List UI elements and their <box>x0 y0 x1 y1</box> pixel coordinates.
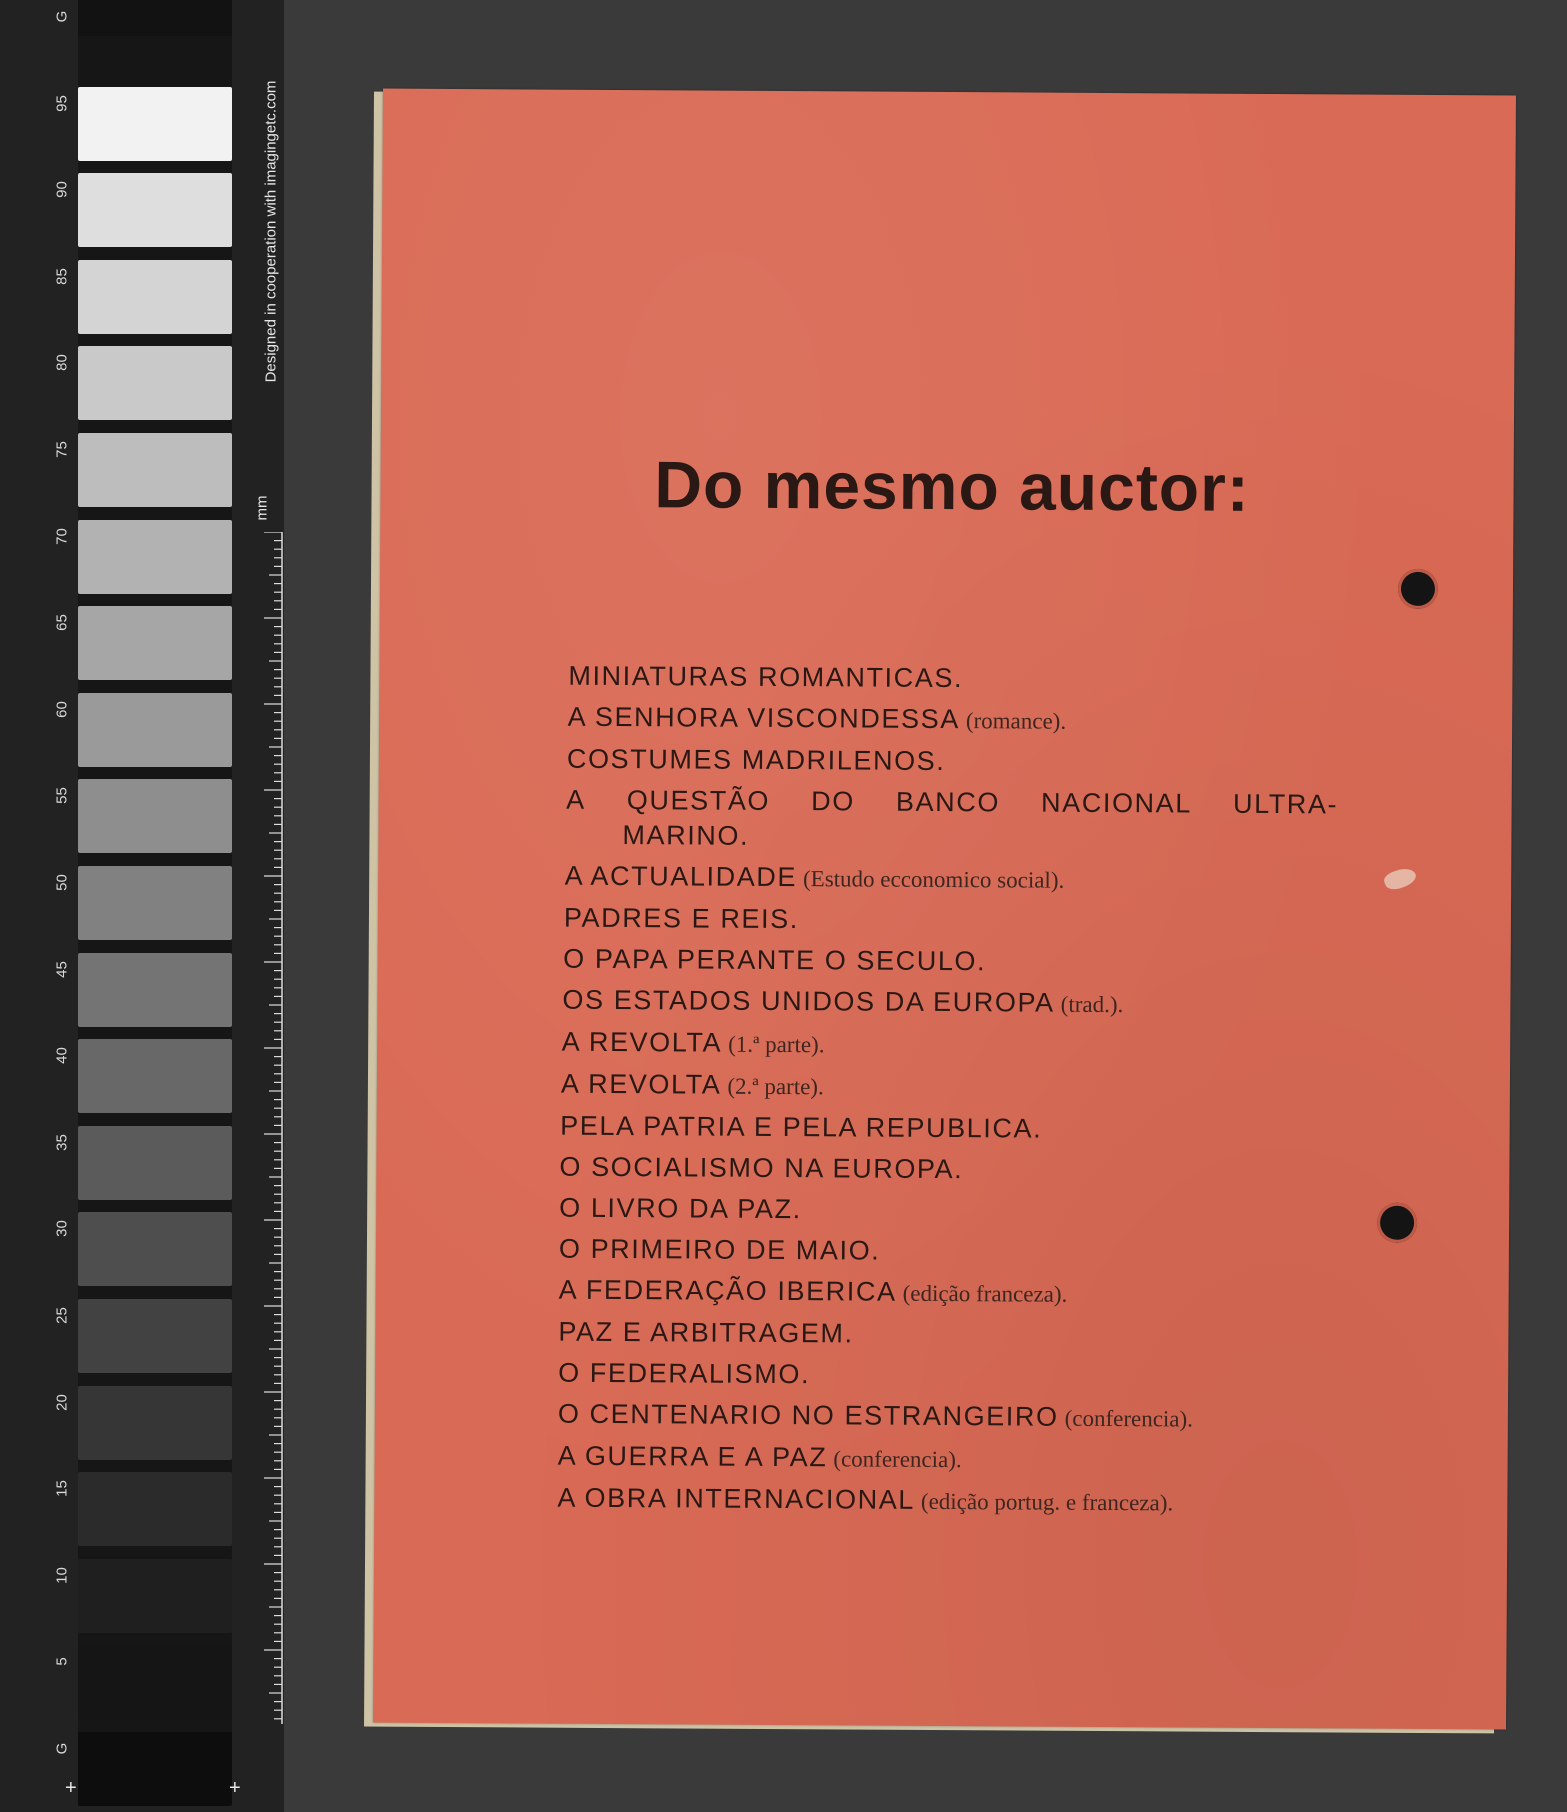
gray-patch <box>78 606 232 680</box>
book-back-cover <box>373 89 1516 1730</box>
work-title-note: (conferencia). <box>1064 1405 1194 1432</box>
work-title-text: OS ESTADOS UNIDOS DA EUROPA <box>562 984 1055 1018</box>
patch-label: 35 <box>53 1133 71 1151</box>
work-title-text: O PAPA PERANTE O SECULO. <box>563 943 987 977</box>
work-title <box>560 1106 1350 1152</box>
patch-label: 10 <box>53 1566 71 1584</box>
work-title-text: O LIVRO DA PAZ. <box>559 1192 802 1225</box>
patch-label: 20 <box>53 1393 71 1411</box>
work-title <box>561 939 1351 985</box>
patch-label: 80 <box>53 354 71 372</box>
gray-patch <box>78 1039 232 1113</box>
punch-hole-bottom <box>1377 1203 1417 1243</box>
patch-label: 40 <box>53 1047 71 1065</box>
gray-patch <box>78 173 232 247</box>
patch-label: G <box>53 10 71 23</box>
credit-text: Designed in cooperation with imagingetc.com <box>262 80 280 382</box>
work-title <box>561 856 1351 903</box>
work-title-word: A <box>566 784 586 815</box>
work-title-note: (romance). <box>965 708 1067 734</box>
gray-patch <box>78 1732 232 1806</box>
gray-patch <box>78 520 232 594</box>
patch-label: 60 <box>53 700 71 718</box>
gray-patch <box>78 1126 232 1200</box>
work-title-note: (Estudo ecconomico social). <box>802 866 1065 893</box>
work-title-note: (2.ª parte). <box>727 1073 824 1100</box>
work-title-word: DO <box>811 786 855 817</box>
patch-label: 75 <box>53 441 71 458</box>
work-title-text: A FEDERAÇÃO IBERICA <box>558 1274 897 1307</box>
work-title-note: (edição franceza). <box>902 1280 1068 1307</box>
patch-label: 65 <box>53 614 71 632</box>
patch-label: 85 <box>53 267 71 285</box>
patch-label: 15 <box>53 1480 71 1498</box>
calibration-credit <box>259 46 283 416</box>
work-title <box>558 1312 1348 1358</box>
patch-label: 55 <box>53 787 71 805</box>
paper-damage-mark <box>1382 865 1418 893</box>
gray-patch <box>78 779 232 853</box>
gray-patch <box>78 260 232 334</box>
work-title-text: O CENTENARIO NO ESTRANGEIRO <box>557 1398 1059 1432</box>
work-title-text: MINIATURAS ROMANTICAS. <box>568 660 964 694</box>
work-title-text: O PRIMEIRO DE MAIO. <box>558 1233 881 1266</box>
work-title-text: A OBRA INTERNACIONAL <box>557 1482 916 1515</box>
work-title-note: (edição portug. e franceza). <box>920 1488 1174 1516</box>
work-title <box>559 1270 1349 1317</box>
works-list <box>557 656 1352 1525</box>
work-title-text: PELA PATRIA E PELA REPUBLICA. <box>560 1110 1043 1144</box>
work-title <box>560 980 1350 1027</box>
patch-label: 30 <box>53 1220 71 1238</box>
patch-label: 5 <box>53 1657 71 1667</box>
work-title-text: COSTUMES MADRILENOS. <box>566 743 946 777</box>
gray-patch <box>78 1386 232 1460</box>
registration-cross-right: + <box>229 1777 241 1799</box>
work-title-text: A REVOLTA <box>560 1068 722 1100</box>
patch-label: G <box>53 1742 71 1755</box>
work-title-note: (trad.). <box>1060 991 1124 1018</box>
gray-patch <box>78 433 232 507</box>
gray-patch <box>78 1212 232 1286</box>
gray-patch <box>78 866 232 940</box>
gray-patch <box>78 87 232 161</box>
ruler-unit-label: mm <box>253 495 271 521</box>
gray-patch <box>78 1472 232 1546</box>
work-title <box>558 1394 1348 1441</box>
work-title <box>559 1229 1349 1275</box>
work-title <box>560 1064 1350 1111</box>
gray-patch <box>78 1299 232 1373</box>
work-title-word: NACIONAL <box>1041 787 1193 819</box>
patch-label: 90 <box>53 181 71 199</box>
work-title <box>558 1353 1348 1399</box>
gray-patch <box>78 1645 232 1719</box>
work-title <box>557 1478 1347 1525</box>
work-title-text: O FEDERALISMO. <box>558 1357 811 1390</box>
work-title-word: BANCO <box>895 786 1001 818</box>
patch-label: 95 <box>53 94 71 112</box>
work-title <box>561 898 1351 944</box>
patch-label: 45 <box>53 960 71 978</box>
punch-hole-top <box>1398 569 1438 609</box>
gray-patch <box>78 0 232 36</box>
work-title-text: PADRES E REIS. <box>563 902 799 935</box>
grayscale-patch-column <box>78 0 232 1766</box>
work-title-text: A GUERRA E A PAZ <box>557 1440 828 1473</box>
gray-patch <box>78 953 232 1027</box>
work-title-word: ULTRA- <box>1232 788 1339 820</box>
work-title-text: A SENHORA VISCONDESSA <box>567 701 960 735</box>
work-title <box>559 1147 1349 1193</box>
patch-label: 70 <box>53 527 71 545</box>
color-calibration-strip <box>0 0 284 1812</box>
patch-label: 25 <box>53 1307 71 1324</box>
gray-patch <box>78 693 232 767</box>
work-title <box>558 1436 1348 1483</box>
gray-patch <box>78 1559 232 1633</box>
work-title <box>560 1022 1350 1069</box>
work-title-text: PAZ E ARBITRAGEM. <box>558 1316 854 1349</box>
work-title-text: O SOCIALISMO NA EUROPA. <box>559 1151 964 1185</box>
work-title <box>562 739 1352 785</box>
work-title-note: (conferencia). <box>833 1446 962 1473</box>
gray-patch <box>78 346 232 420</box>
work-title <box>562 697 1352 744</box>
work-title-text: A ACTUALIDADE <box>564 860 798 893</box>
work-title <box>562 656 1352 702</box>
work-title-word: QUESTÃO <box>626 785 771 816</box>
cover-heading: Do mesmo auctor: <box>654 447 1251 525</box>
work-title-text: MARINO. <box>622 820 750 851</box>
mm-ruler <box>262 532 284 1724</box>
patch-label: 50 <box>53 874 71 891</box>
registration-cross-left: + <box>65 1777 77 1799</box>
work-title-note: (1.ª parte). <box>728 1031 825 1058</box>
work-title-text: A REVOLTA <box>561 1026 723 1058</box>
work-title <box>559 1188 1349 1234</box>
